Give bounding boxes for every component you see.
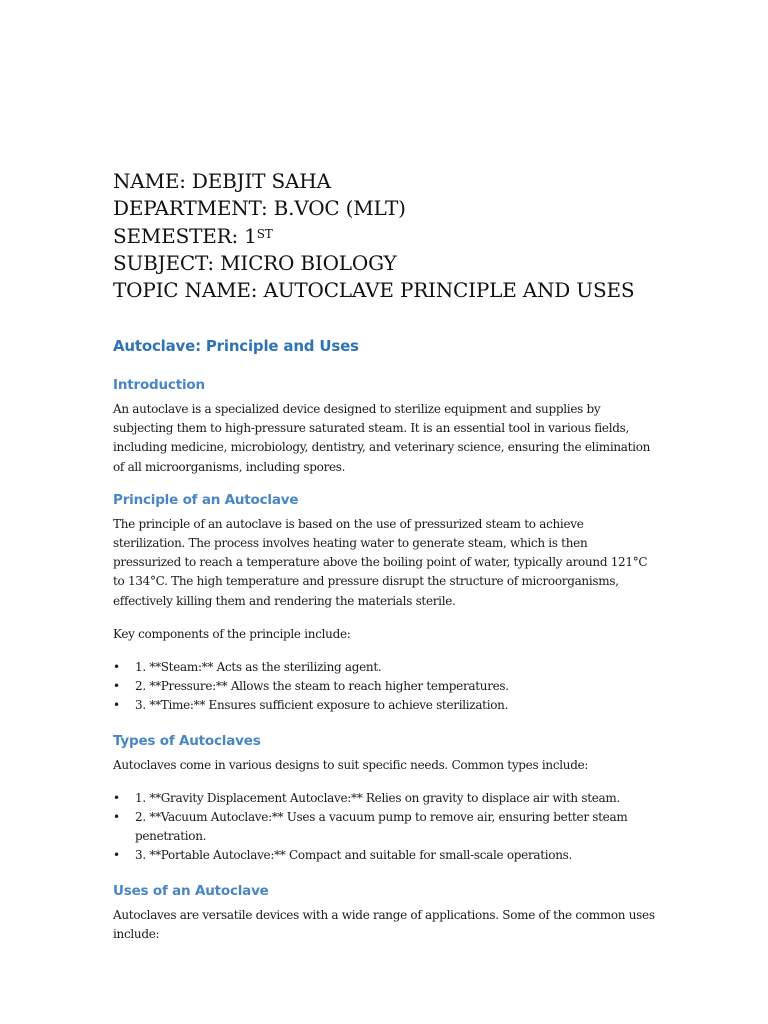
student-name: NAME: DEBJIT SAHA xyxy=(113,169,331,193)
list-item-text: 2. **Vacuum Autoclave:** Uses a vacuum pump to remove air, ensuring better steam penetration. xyxy=(135,810,628,844)
document-title: Autoclave: Principle and Uses xyxy=(113,337,359,355)
uses-heading: Uses of an Autoclave xyxy=(113,882,269,899)
semester-value: SEMESTER: 1 xyxy=(113,223,257,248)
bullet-icon: • xyxy=(113,679,120,694)
list-item xyxy=(113,677,658,696)
student-semester xyxy=(113,223,634,250)
list-item xyxy=(113,696,658,715)
types-list xyxy=(113,789,658,866)
types-heading: Types of Autoclaves xyxy=(113,732,261,749)
introduction-heading: Introduction xyxy=(113,377,205,393)
list-item-text: 2. **Pressure:** Allows the steam to reach higher temperatures. xyxy=(135,679,509,694)
list-item-text: 1. **Steam:** Acts as the sterilizing agent. xyxy=(135,660,382,675)
list-item-text: 3. **Portable Autoclave:** Compact and suitable for small-scale operations. xyxy=(135,848,573,863)
components-list xyxy=(113,658,658,716)
types-paragraph: Autoclaves come in various designs to suit specific needs. Common types include: xyxy=(113,757,589,772)
uses-section xyxy=(113,880,658,944)
bullet-icon: • xyxy=(113,698,120,713)
semester-ordinal-suffix: ST xyxy=(256,226,273,241)
document-body xyxy=(113,332,658,944)
student-info-block xyxy=(113,168,634,304)
list-item xyxy=(113,658,658,677)
student-subject: SUBJECT: MICRO BIOLOGY xyxy=(113,250,397,275)
bullet-icon: • xyxy=(113,660,120,675)
topic-name: TOPIC NAME: AUTOCLAVE PRINCIPLE AND USES xyxy=(113,278,635,303)
list-item xyxy=(113,846,658,865)
introduction-paragraph: An autoclave is a specialized device designed to sterilize equipment and supplies by subjecting them to high-pressure saturated steam. It is an essential tool in various fields, including medicine, microbiology, dentistry, and veterinary science, ensuring the elimination of all microorganisms, including spores. xyxy=(113,402,651,474)
uses-paragraph: Autoclaves are versatile devices with a wide range of applications. Some of the common uses include: xyxy=(113,907,655,941)
types-section xyxy=(113,730,658,866)
list-item-text: 3. **Time:** Ensures sufficient exposure to achieve sterilization. xyxy=(135,698,509,713)
list-item xyxy=(113,808,658,846)
principle-section xyxy=(113,489,658,716)
student-department: DEPARTMENT: B.VOC (MLT) xyxy=(113,196,406,221)
bullet-icon: • xyxy=(113,810,120,825)
components-intro: Key components of the principle include: xyxy=(113,626,351,641)
bullet-icon: • xyxy=(113,848,120,863)
principle-heading: Principle of an Autoclave xyxy=(113,491,299,508)
bullet-icon: • xyxy=(113,790,120,805)
list-item xyxy=(113,789,658,808)
list-item-text: 1. **Gravity Displacement Autoclave:** Relies on gravity to displace air with steam. xyxy=(135,790,620,805)
principle-paragraph: The principle of an autoclave is based on the use of pressurized steam to achieve sterilization. The process involves heating water to generate steam, which is then pressurized to reach a temperature above the boiling point of water, typically around 121°C to 134°C. The high temperature and pressure disrupt the structure of microorganisms, effectively killing them and rendering the materials sterile. xyxy=(113,516,648,608)
introduction-section xyxy=(113,374,658,477)
